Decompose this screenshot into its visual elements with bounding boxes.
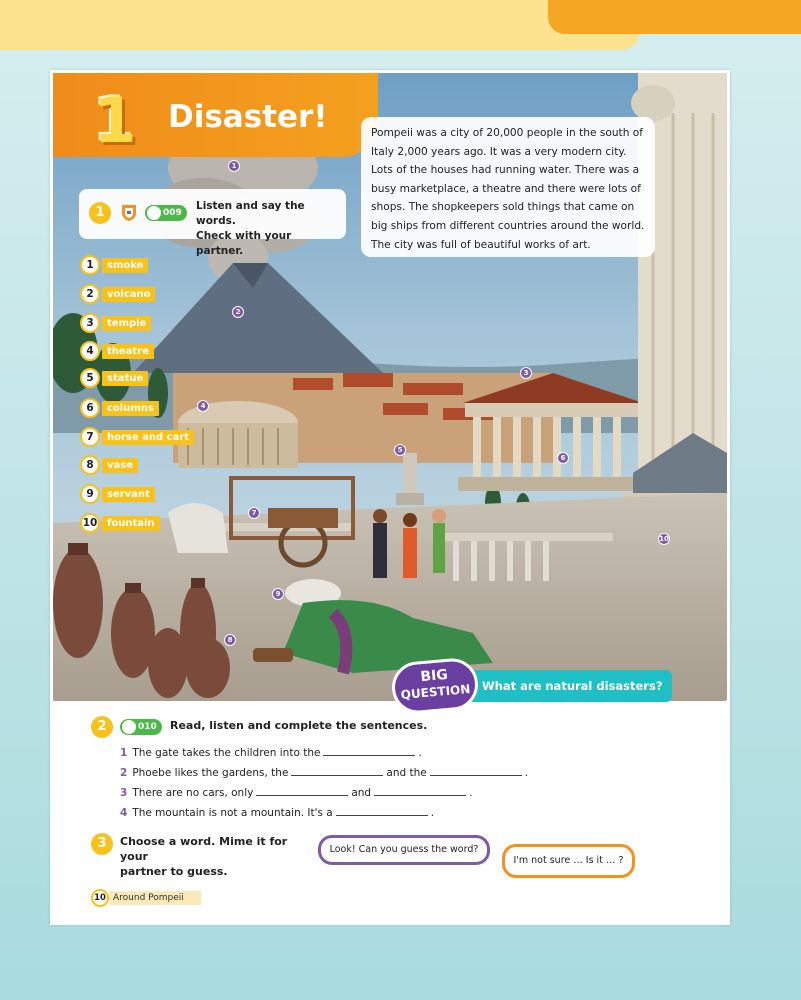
headphones-icon: [147, 206, 161, 220]
sentence-text: and: [351, 787, 372, 799]
unit-number: 1: [93, 84, 137, 157]
word-label: theatre: [102, 344, 154, 359]
scene-marker: 9: [272, 588, 284, 600]
sentence-text: Phoebe likes the gardens, the: [132, 767, 289, 779]
textbook-page: [50, 70, 730, 925]
activity-1-line-1: Listen and say the words.: [196, 200, 305, 227]
scene-marker: 6: [557, 452, 569, 464]
sentence-text: The mountain is not a mountain. It's a: [132, 807, 333, 819]
audio-track-badge[interactable]: [120, 719, 162, 735]
sentence-item: [120, 786, 640, 800]
activity-3-number: 3: [91, 833, 113, 855]
top-decor-band: [0, 0, 640, 50]
answer-blank[interactable]: [374, 786, 466, 796]
scene-marker: 1: [228, 160, 240, 172]
activity-3-line-1: Choose a word. Mime it for your: [120, 835, 288, 863]
unit-title: Disaster!: [168, 99, 328, 135]
sentence-number: 1: [120, 747, 128, 759]
word-label: columns: [102, 401, 159, 416]
word-label: vase: [102, 458, 138, 473]
sentence-number: 3: [120, 787, 128, 799]
word-label: temple: [102, 316, 151, 331]
sentence-item: [120, 806, 640, 820]
scene-marker: 3: [520, 367, 532, 379]
word-label: fountain: [102, 516, 160, 531]
answer-blank[interactable]: [323, 746, 415, 756]
word-number: 3: [80, 313, 100, 333]
word-number: 6: [80, 398, 100, 418]
sentence-text: The gate takes the children into the: [132, 747, 321, 759]
audio-track-number: 009: [163, 208, 182, 218]
activity-3-instruction: [120, 834, 310, 879]
unit-title-banner: [53, 73, 378, 157]
sentence-text: and the: [386, 767, 427, 779]
scene-marker: 5: [394, 444, 406, 456]
headphones-icon: [122, 720, 136, 734]
speech-bubble-reply: I'm not sure … Is it … ?: [502, 844, 635, 878]
sentence-number: 2: [120, 767, 128, 779]
word-number: 7: [80, 427, 100, 447]
activity-1-instruction: [196, 199, 341, 259]
word-number: 2: [80, 284, 100, 304]
sentence-item: [120, 746, 640, 760]
activity-2-instruction: Read, listen and complete the sentences.: [170, 719, 428, 732]
scene-marker: 7: [248, 507, 260, 519]
page-number: 10: [91, 889, 109, 907]
activity-3-line-2: partner to guess.: [120, 865, 228, 878]
word-label: horse and cart: [102, 430, 194, 445]
activity-1-box: [79, 189, 346, 257]
sentence-text: .: [418, 747, 422, 759]
sentence-item: [120, 766, 640, 780]
shield-icon: [121, 204, 137, 222]
answer-blank[interactable]: [430, 766, 522, 776]
speech-bubble-guess: Look! Can you guess the word?: [318, 835, 490, 865]
scene-marker: 4: [197, 400, 209, 412]
word-number: 5: [80, 368, 100, 388]
top-decor-tab: [548, 0, 801, 34]
badge-line-1: BIG: [419, 666, 449, 686]
word-number: 10: [80, 513, 100, 533]
activity-1-number: 1: [89, 202, 111, 224]
section-label: Around Pompeii: [109, 891, 201, 905]
word-number: 8: [80, 455, 100, 475]
word-number: 9: [80, 484, 100, 504]
sentence-number: 4: [120, 807, 128, 819]
activity-1-line-2: Check with your partner.: [196, 230, 292, 257]
answer-blank[interactable]: [291, 766, 383, 776]
audio-track-badge[interactable]: [145, 205, 187, 221]
word-number: 4: [80, 341, 100, 361]
intro-text-box: [361, 117, 655, 257]
badge-line-2: QUESTION: [400, 681, 471, 702]
word-label: volcano: [102, 287, 155, 302]
answer-blank[interactable]: [336, 806, 428, 816]
audio-track-number: 010: [138, 722, 157, 732]
activity-2-number: 2: [91, 716, 113, 738]
scene-marker: 2: [232, 306, 244, 318]
word-label: smoke: [102, 258, 148, 273]
word-number: 1: [80, 255, 100, 275]
big-question-badge: [390, 656, 480, 715]
big-question-text: What are natural disasters?: [482, 679, 663, 693]
word-label: statue: [102, 371, 148, 386]
sentence-text: There are no cars, only: [132, 787, 254, 799]
sentence-text: .: [430, 807, 435, 819]
scene-marker: 8: [224, 634, 236, 646]
intro-paragraph: Pompeii was a city of 20,000 people in the south of Italy 2,000 years ago. It was a very modern city. Lots of the houses had running water. There was a busy marketplace, a theatre and there were lots of shops. The shopkeepers sold things that came on big ships from different countries around the world. The city was full of beautiful works of art.: [371, 127, 645, 251]
sentence-text: .: [524, 767, 529, 779]
sentence-text: .: [469, 787, 473, 799]
word-label: servant: [102, 487, 155, 502]
answer-blank[interactable]: [256, 786, 348, 796]
scene-marker: 10: [659, 535, 669, 543]
